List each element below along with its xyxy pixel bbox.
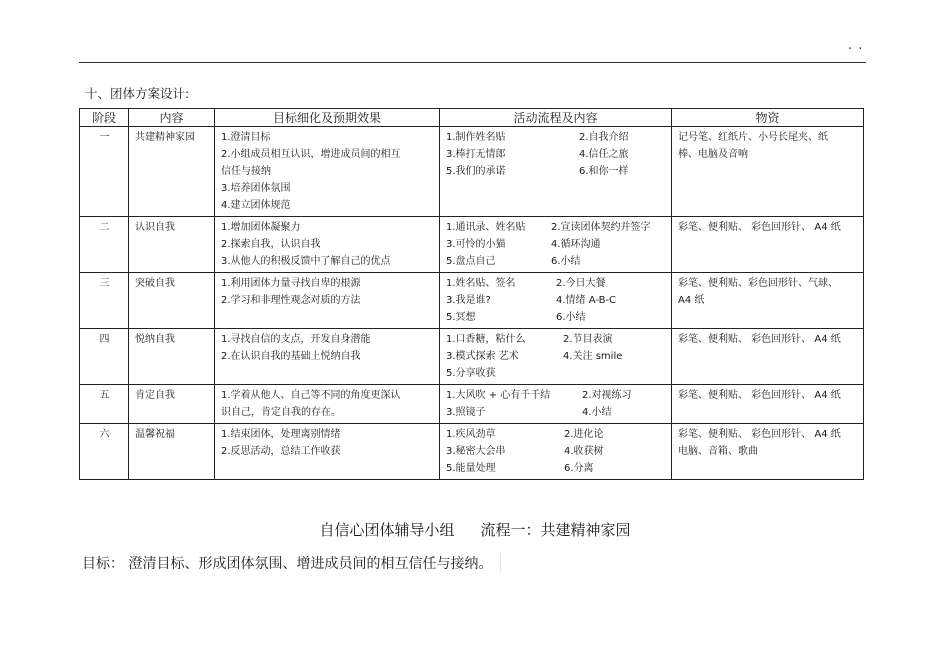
header-rule (79, 62, 866, 63)
cell-goals (215, 217, 440, 273)
table-header-row (80, 109, 864, 127)
plan-table-body (80, 127, 864, 480)
activity-item: 2.今日大餐 (556, 278, 606, 289)
goal-line-item: 1.增加团体凝聚力 (221, 222, 301, 233)
activity-item: 1.大风吹 + 心有千千结 (446, 390, 551, 401)
goal-line-item: 1.结束团体，处理离别情绪 (221, 429, 341, 440)
activity-line (446, 219, 666, 236)
goal-line-item: 3.培养团体氛围 (221, 183, 291, 194)
header-stage: 阶段 (80, 109, 129, 127)
activity-item: 3.照镜子 (446, 407, 486, 418)
activity-line (446, 404, 666, 421)
goal-line-item: 2.探索自我，认识自我 (221, 239, 321, 250)
activity-item: 2.进化论 (564, 429, 604, 440)
activity-line (446, 443, 666, 460)
cell-stage: 三 (80, 273, 129, 329)
activity-line (446, 236, 666, 253)
activity-item: 1.制作姓名贴 (446, 132, 506, 143)
activity-item: 2.对视练习 (582, 390, 632, 401)
cell-content: 肯定自我 (129, 385, 215, 424)
goal-line-item: 信任与接纳 (221, 166, 271, 177)
cell-activities (440, 424, 672, 480)
cell-content: 共建精神家园 (129, 127, 215, 217)
cell-stage: 五 (80, 385, 129, 424)
cell-activities (440, 329, 672, 385)
cell-stage: 二 (80, 217, 129, 273)
goal-line-item: 2.反思活动，总结工作收获 (221, 446, 341, 457)
cell-goals (215, 329, 440, 385)
activity-item: 4.关注 smile (563, 351, 623, 362)
activity-line (446, 146, 666, 163)
activity-item: 5.能量处理 (446, 463, 496, 474)
table-row (80, 424, 864, 480)
activity-line (446, 348, 666, 365)
goal-line-item: 2.小组成员相互认识，增进成员间的相互 (221, 149, 401, 160)
activity-item: 4.循环沟通 (551, 239, 601, 250)
activity-item: 5.我们的承诺 (446, 166, 506, 177)
goal-line-item: 2.在认识自我的基础上悦纳自我 (221, 351, 361, 362)
goal-line-item: 识自己，肯定自我的存在。 (221, 407, 341, 418)
activity-item: 6.分离 (564, 463, 594, 474)
material-line: 记号笔、红纸片、小号长尾夹、纸 (678, 132, 828, 143)
table-row (80, 217, 864, 273)
cell-materials (672, 329, 864, 385)
activity-item: 6.小结 (556, 312, 586, 323)
activity-item: 6.小结 (551, 256, 581, 267)
activity-item: 3.我是谁? (446, 295, 491, 306)
activity-line (446, 163, 666, 180)
activity-item: 4.收获树 (564, 446, 604, 457)
header-dots: · · (848, 42, 864, 57)
cell-content: 突破自我 (129, 273, 215, 329)
activity-line (446, 365, 666, 382)
material-line: 彩笔、便利贴、 彩色回形针、 A4 纸 (678, 429, 841, 440)
activity-item: 1.通讯录、姓名贴 (446, 222, 526, 233)
activity-line (446, 275, 666, 292)
activity-item: 2.宣读团体契约并签字 (551, 222, 651, 233)
cell-content: 温馨祝福 (129, 424, 215, 480)
activity-line (446, 387, 666, 404)
activity-item: 2.节目表演 (563, 334, 613, 345)
activity-line (446, 129, 666, 146)
activity-item: 4.情绪 A-B-C (556, 295, 617, 306)
cell-goals (215, 385, 440, 424)
material-line: 彩笔、便利贴、 彩色回形针、 A4 纸 (678, 390, 841, 401)
activity-item: 3.可怜的小猫 (446, 239, 506, 250)
cell-activities (440, 127, 672, 217)
activity-item: 1.口香糖，粘什么 (446, 334, 526, 345)
cell-materials (672, 424, 864, 480)
goal-line-item: 2.学习和非理性观念对质的方法 (221, 295, 361, 306)
table-row (80, 273, 864, 329)
cell-goals (215, 127, 440, 217)
goal-line-item: 4.建立团体规范 (221, 200, 291, 211)
goal-line-item: 1.澄清目标 (221, 132, 271, 143)
footer-title (0, 519, 950, 540)
activity-item: 4.小结 (582, 407, 612, 418)
activity-item: 5.冥想 (446, 312, 476, 323)
cell-activities (440, 385, 672, 424)
activity-item: 2.自我介绍 (579, 132, 629, 143)
footer-title-left: 自信心团体辅导小组 (319, 521, 455, 539)
footer-title-right: 流程一：共建精神家园 (480, 521, 631, 539)
activity-line (446, 253, 666, 270)
goal-line-item: 1.寻找自信的支点，开发自身潜能 (221, 334, 371, 345)
goal-line-item: 1.学着从他人、自己等不同的角度更深认 (221, 390, 401, 401)
material-line: 电脑、音箱、歌曲 (678, 446, 758, 457)
activity-item: 5.分享收获 (446, 368, 496, 379)
material-line: 彩笔、便利贴、 彩色回形针、 A4 纸 (678, 334, 841, 345)
activity-item: 3.模式探索 艺术 (446, 351, 519, 362)
cell-materials (672, 273, 864, 329)
cell-materials (672, 127, 864, 217)
activity-item: 1.姓名贴、签名 (446, 278, 516, 289)
activity-line (446, 426, 666, 443)
goal-line-item: 1.利用团体力量寻找自卑的根源 (221, 278, 361, 289)
plan-table (79, 108, 864, 480)
cell-activities (440, 217, 672, 273)
cell-activities (440, 273, 672, 329)
cell-goals (215, 424, 440, 480)
material-line: A4 纸 (678, 295, 705, 306)
material-line: 棒、电脑及音响 (678, 149, 748, 160)
activity-line (446, 292, 666, 309)
table-row (80, 329, 864, 385)
table-row (80, 127, 864, 217)
section-title: 十、团体方案设计: (85, 86, 190, 101)
header-activities: 活动流程及内容 (440, 109, 672, 127)
activity-item: 3.棒打无情郎 (446, 149, 506, 160)
activity-line (446, 460, 666, 477)
material-line: 彩笔、便利贴、 彩色回形针、 A4 纸 (678, 222, 841, 233)
cell-materials (672, 385, 864, 424)
header-materials: 物资 (672, 109, 864, 127)
activity-item: 5.盘点自己 (446, 256, 496, 267)
cell-stage: 四 (80, 329, 129, 385)
goal-line: 目标： 澄清目标、形成团体氛围、增进成员间的相互信任与接纳。 (82, 553, 501, 573)
cell-stage: 一 (80, 127, 129, 217)
cell-goals (215, 273, 440, 329)
cell-content: 认识自我 (129, 217, 215, 273)
material-line: 彩笔、便利贴、彩色回形针、气球、 (678, 278, 838, 289)
cell-stage: 六 (80, 424, 129, 480)
table-row (80, 385, 864, 424)
activity-item: 4.信任之旅 (579, 149, 629, 160)
activity-item: 6.和你一样 (579, 166, 629, 177)
cell-content: 悦纳自我 (129, 329, 215, 385)
activity-line (446, 331, 666, 348)
header-goals: 目标细化及预期效果 (215, 109, 440, 127)
header-content: 内容 (129, 109, 215, 127)
cell-materials (672, 217, 864, 273)
activity-item: 1.疾风劲草 (446, 429, 496, 440)
activity-item: 3.秘密大会串 (446, 446, 506, 457)
activity-line (446, 309, 666, 326)
goal-line-item: 3.从他人的积极反馈中了解自己的优点 (221, 256, 391, 267)
